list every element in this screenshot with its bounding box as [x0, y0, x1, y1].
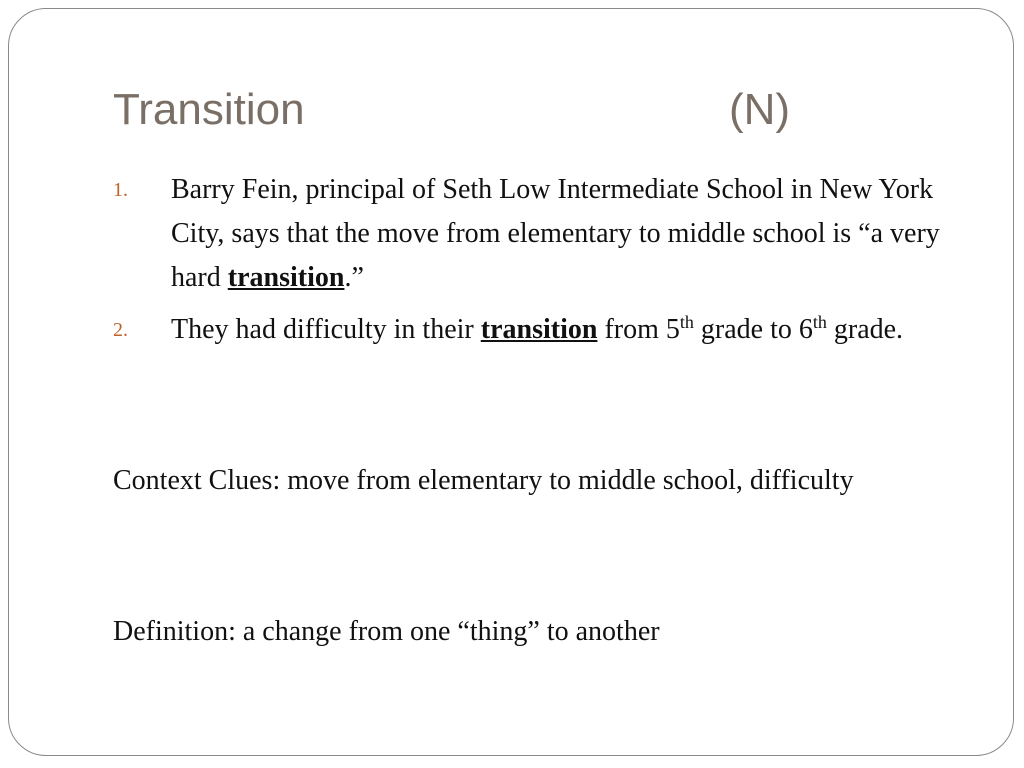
ordinal-suffix: th: [812, 312, 827, 332]
slide-title: [113, 84, 791, 137]
list-number: 2.: [113, 319, 128, 341]
example-sentence-2: [113, 308, 943, 352]
context-clues: Context Clues: move from elementary to middle school, difficulty: [113, 465, 854, 496]
example-sentence-list: [113, 168, 943, 360]
keyword-transition: transition: [227, 262, 345, 293]
definition: Definition: a change from one “thing” to another: [113, 616, 660, 647]
keyword-transition: transition: [480, 314, 598, 345]
sentence-text: grade.: [826, 314, 904, 345]
sentence-text: grade to 6: [693, 314, 813, 345]
list-number: 1.: [113, 179, 128, 201]
title-word: Transition: [113, 85, 305, 134]
sentence-text: Barry Fein, principal of Seth Low Intermediate School in New York City, says that the move from elementary to middle school is “a very hard: [171, 174, 940, 293]
sentence-text: from 5: [597, 314, 680, 345]
ordinal-suffix: th: [679, 312, 694, 332]
example-sentence-1: [113, 168, 943, 300]
sentence-text: They had difficulty in their: [171, 314, 481, 345]
part-of-speech: (N): [729, 85, 791, 134]
sentence-text: .”: [344, 262, 364, 293]
